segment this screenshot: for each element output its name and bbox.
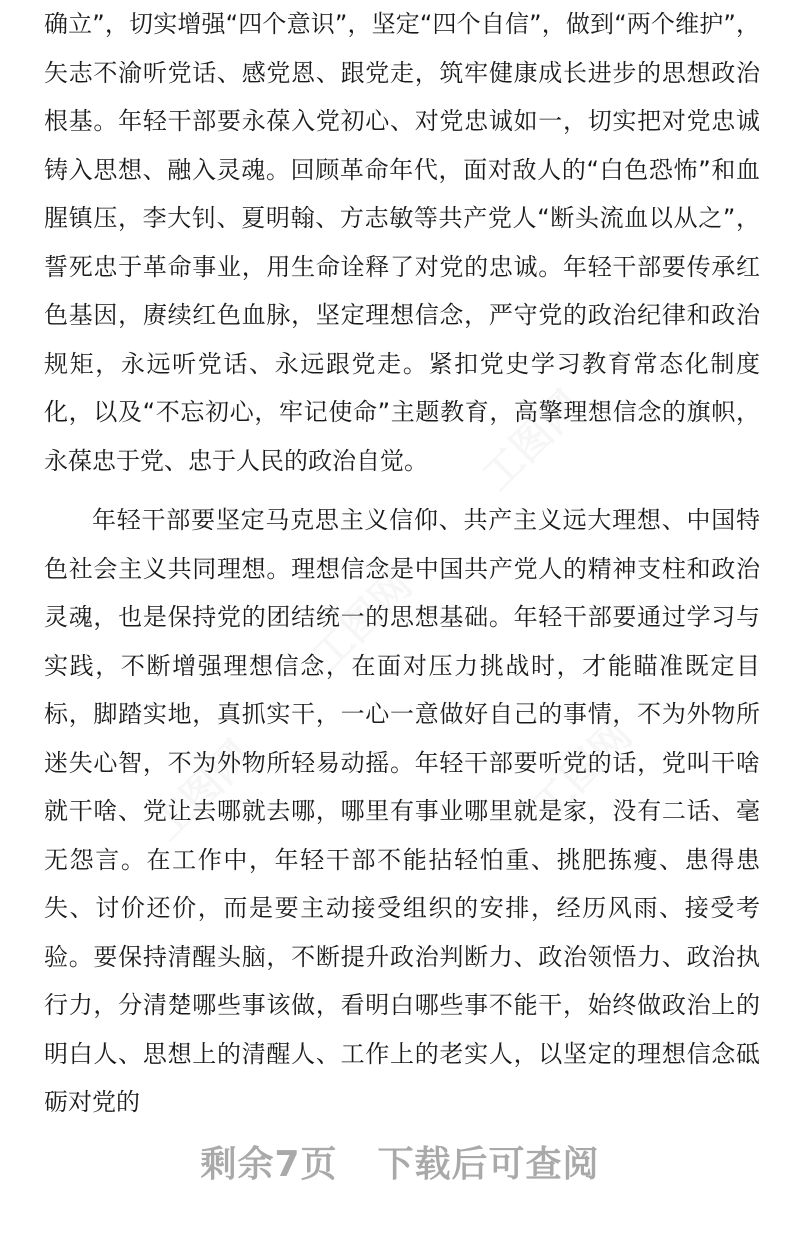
download-hint-label: 下载后可查阅 — [377, 1144, 600, 1185]
document-body — [44, 0, 760, 1127]
remaining-pages-label: 剩余7页 — [200, 1144, 338, 1185]
paragraph: 年轻干部要坚定马克思主义信仰、共产主义远大理想、中国特色社会主义共同理想。理想信念是中国共产党人的精神支柱和政治灵魂，也是保持党的团结统一的思想基础。年轻干部要通过学习与实践，不断增强理想信念，在面对压力挑战时，才能瞄准既定目标，脚踏实地，真抓实干，一心一意做好自己的事情，不为外物所迷失心智，不为外物所轻易动摇。年轻干部要听党的话，党叫干啥就干啥、党让去哪就去哪，哪里有事业哪里就是家，没有二话、毫无怨言。在工作中，年轻干部不能拈轻怕重、挑肥拣瘦、患得患失、讨价还价，而是要主动接受组织的安排，经历风雨、接受考验。要保持清醒头脑，不断提升政治判断力、政治领悟力、政治执行力，分清楚哪些事该做，看明白哪些事不能干，始终做政治上的明白人、思想上的清醒人、工作上的老实人，以坚定的理想信念砥砺对党的 — [44, 506, 760, 1116]
download-banner[interactable] — [0, 1135, 800, 1195]
paragraph: 确立”，切实增强“四个意识”，坚定“四个自信”，做到“两个维护”，矢志不渝听党话、感党恩、跟党走，筑牢健康成长进步的思想政治根基。年轻干部要永葆入党初心、对党忠诚如一，切实把对党忠诚铸入思想、融入灵魂。回顾革命年代，面对敌人的“白色恐怖”和血腥镇压，李大钊、夏明翰、方志敏等共产党人“断头流血以从之”，誓死忠于革命事业，用生命诠释了对党的忠诚。年轻干部要传承红色基因，赓续红色血脉，坚定理想信念，严守党的政治纪律和政治规矩，永远听党话、永远跟党走。紧扣党史学习教育常态化制度化，以及“不忘初心，牢记使命”主题教育，高擎理想信念的旗帜，永葆忠于党、忠于人民的政治自觉。 — [44, 10, 760, 475]
